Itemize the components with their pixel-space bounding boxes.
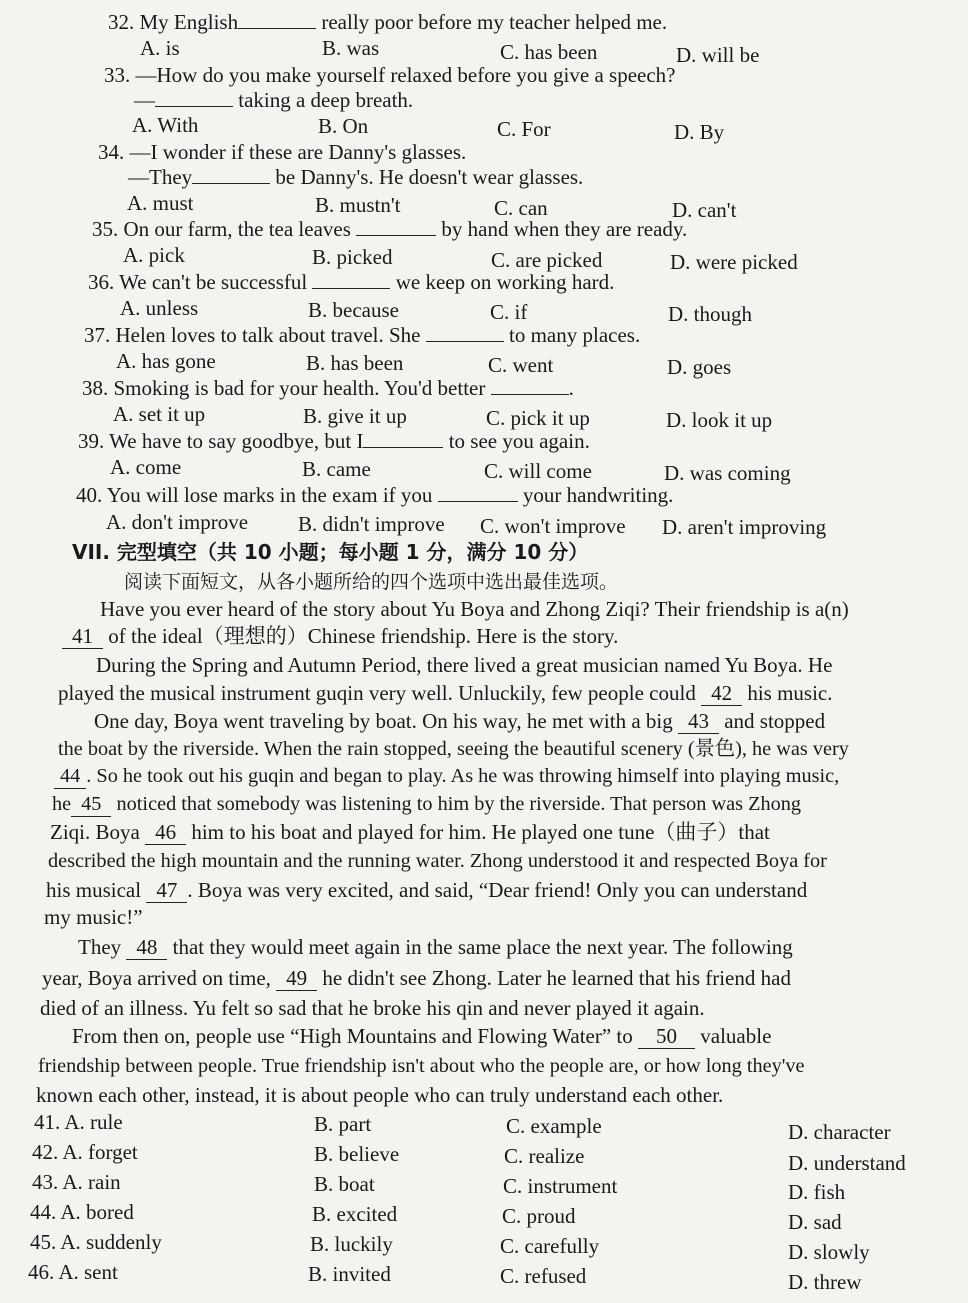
passage-line: he 45 noticed that somebody was listening to him by the riverside. That person was Zhong bbox=[52, 793, 802, 815]
answer-blank bbox=[363, 429, 443, 448]
question-38-stem: 38. Smoking is bad for your health. You'd better . bbox=[82, 376, 574, 400]
option-row-46: 46. A. sent bbox=[28, 1260, 118, 1284]
option-b: B. didn't improve bbox=[298, 512, 445, 536]
option-b: B. invited bbox=[308, 1262, 391, 1286]
option-d: D. threw bbox=[788, 1270, 862, 1294]
option-c: C. instrument bbox=[503, 1174, 618, 1198]
option-a: A. has gone bbox=[116, 349, 216, 373]
answer-blank bbox=[155, 88, 233, 107]
question-35-stem: 35. On our farm, the tea leaves by hand when they are ready. bbox=[92, 217, 688, 241]
question-32-stem: 32. My English really poor before my teacher helped me. bbox=[108, 10, 668, 34]
option-d: D. look it up bbox=[666, 408, 773, 432]
option-c: C. are picked bbox=[491, 248, 603, 272]
passage-line: 41 of the ideal（理想的）Chinese friendship. Here is the story. bbox=[62, 624, 618, 649]
question-36-stem: 36. We can't be successful we keep on working hard. bbox=[88, 270, 615, 294]
option-c: C. realize bbox=[504, 1144, 585, 1168]
answer-blank bbox=[426, 323, 504, 342]
passage-line: played the musical instrument guqin very well. Unluckily, few people could 42 his music. bbox=[58, 681, 833, 705]
option-b: B. On bbox=[318, 114, 369, 138]
answer-blank bbox=[438, 483, 518, 502]
option-c: C. if bbox=[490, 300, 528, 324]
option-c: C. went bbox=[488, 353, 554, 377]
option-d: D. understand bbox=[788, 1151, 906, 1175]
passage-line: Have you ever heard of the story about Yu Boya and Zhong Ziqi? Their friendship is a(n) bbox=[100, 597, 849, 621]
option-a: A. come bbox=[110, 455, 182, 479]
option-d: D. slowly bbox=[788, 1240, 870, 1264]
passage-line: described the high mountain and the running water. Zhong understood it and respected Boya for bbox=[48, 850, 827, 872]
passage-line: year, Boya arrived on time, 49 he didn't see Zhong. Later he learned that his friend had bbox=[42, 966, 791, 990]
option-row-41: 41. A. rule bbox=[34, 1110, 123, 1134]
option-b: B. mustn't bbox=[315, 193, 401, 217]
option-c: C. has been bbox=[500, 40, 598, 64]
answer-blank bbox=[192, 165, 270, 184]
option-a: A. pick bbox=[123, 243, 185, 267]
option-b: B. luckily bbox=[310, 1232, 393, 1256]
question-33-reply: — taking a deep breath. bbox=[134, 88, 414, 112]
option-c: C. can bbox=[494, 196, 548, 220]
option-d: D. can't bbox=[672, 198, 737, 222]
option-a: A. must bbox=[127, 191, 194, 215]
section-title: VII. 完型填空（共 10 小题；每小题 1 分，满分 10 分） bbox=[72, 540, 589, 564]
option-c: C. refused bbox=[500, 1264, 587, 1288]
option-a: A. is bbox=[140, 36, 180, 60]
option-c: C. carefully bbox=[500, 1234, 600, 1258]
option-b: B. has been bbox=[306, 351, 404, 375]
option-c: C. example bbox=[506, 1114, 602, 1138]
option-d: D. was coming bbox=[664, 461, 791, 485]
option-c: C. proud bbox=[502, 1204, 576, 1228]
answer-blank bbox=[238, 10, 316, 29]
passage-line: known each other, instead, it is about people who can truly understand each other. bbox=[36, 1083, 724, 1107]
answer-blank bbox=[356, 217, 436, 236]
passage-line: my music!” bbox=[44, 905, 143, 929]
option-c: C. won't improve bbox=[480, 514, 626, 538]
option-b: B. believe bbox=[314, 1142, 400, 1166]
option-d: D. will be bbox=[676, 43, 760, 67]
passage-line: From then on, people use “High Mountains and Flowing Water” to 50 valuable bbox=[72, 1024, 772, 1048]
option-b: B. picked bbox=[312, 245, 393, 269]
answer-blank bbox=[491, 376, 569, 395]
option-b: B. was bbox=[322, 36, 380, 60]
option-a: A. don't improve bbox=[106, 510, 249, 534]
passage-line: They 48 that they would meet again in the same place the next year. The following bbox=[78, 935, 793, 959]
question-40-stem: 40. You will lose marks in the exam if you your handwriting. bbox=[76, 483, 674, 507]
option-a: A. unless bbox=[120, 296, 199, 320]
passage-line: his musical 47 . Boya was very excited, and said, “Dear friend! Only you can understand bbox=[46, 878, 808, 902]
option-row-43: 43. A. rain bbox=[32, 1170, 121, 1194]
passage-line: friendship between people. True friendship isn't about who the people are, or how long they've bbox=[38, 1055, 805, 1077]
option-b: B. part bbox=[314, 1112, 372, 1136]
option-b: B. excited bbox=[312, 1202, 398, 1226]
option-c: C. For bbox=[497, 117, 551, 141]
question-34-stem: 34. —I wonder if these are Danny's glasses. bbox=[98, 140, 467, 164]
option-b: B. boat bbox=[314, 1172, 375, 1196]
option-d: D. though bbox=[668, 302, 752, 326]
passage-line: the boat by the riverside. When the rain stopped, seeing the beautiful scenery (景色), he was very bbox=[58, 738, 849, 760]
option-d: D. By bbox=[674, 120, 725, 144]
option-c: C. will come bbox=[484, 459, 592, 483]
option-d: D. fish bbox=[788, 1180, 846, 1204]
option-d: D. were picked bbox=[670, 250, 798, 274]
passage-line: 44 . So he took out his guqin and began to play. As he was throwing himself into playing music, bbox=[54, 764, 839, 789]
option-b: B. came bbox=[302, 457, 371, 481]
option-a: A. With bbox=[132, 113, 199, 137]
option-d: D. goes bbox=[667, 355, 732, 379]
option-b: B. give it up bbox=[303, 404, 407, 428]
answer-blank bbox=[312, 270, 390, 289]
section-instruction: 阅读下面短文，从各小题所给的四个选项中选出最佳选项。 bbox=[124, 571, 619, 593]
question-33-stem: 33. —How do you make yourself relaxed before you give a speech? bbox=[104, 63, 676, 87]
question-39-stem: 39. We have to say goodbye, but I to see you again. bbox=[78, 429, 590, 453]
option-row-45: 45. A. suddenly bbox=[30, 1230, 162, 1254]
option-d: D. character bbox=[788, 1120, 891, 1144]
question-37-stem: 37. Helen loves to talk about travel. She to many places. bbox=[84, 323, 641, 347]
option-c: C. pick it up bbox=[486, 406, 590, 430]
question-34-reply: —They be Danny's. He doesn't wear glasses. bbox=[128, 165, 584, 189]
option-row-42: 42. A. forget bbox=[32, 1140, 138, 1164]
option-a: A. set it up bbox=[113, 402, 206, 426]
passage-line: One day, Boya went traveling by boat. On his way, he met with a big 43 and stopped bbox=[94, 709, 826, 733]
option-b: B. because bbox=[308, 298, 399, 322]
option-row-44: 44. A. bored bbox=[30, 1200, 134, 1224]
option-d: D. sad bbox=[788, 1210, 842, 1234]
passage-line: During the Spring and Autumn Period, there lived a great musician named Yu Boya. He bbox=[96, 653, 833, 677]
passage-line: died of an illness. Yu felt so sad that he broke his qin and never played it again. bbox=[40, 996, 705, 1020]
passage-line: Ziqi. Boya 46 him to his boat and played for him. He played one tune（曲子）that bbox=[50, 820, 770, 844]
option-d: D. aren't improving bbox=[662, 515, 827, 539]
